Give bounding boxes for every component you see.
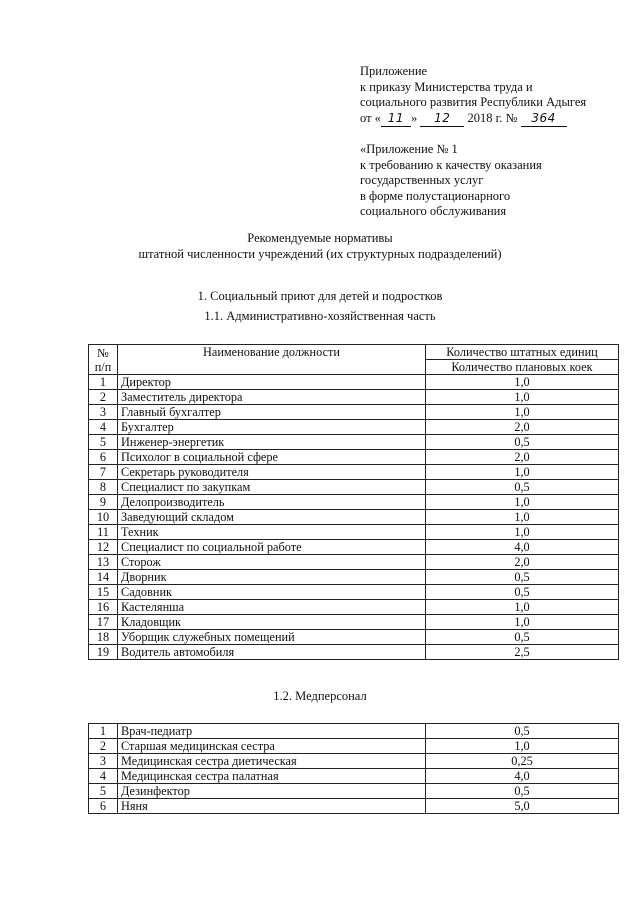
staff-table-medical [88, 723, 619, 814]
staff-count: 0,25 [426, 754, 619, 769]
table-row [89, 525, 619, 540]
row-number: 17 [89, 615, 118, 630]
header-name: Наименование должности [118, 345, 426, 375]
staff-count: 4,0 [426, 769, 619, 784]
position-name: Специалист по социальной работе [118, 540, 426, 555]
position-name: Водитель автомобиля [118, 645, 426, 660]
row-number: 4 [89, 420, 118, 435]
date-prefix: от « [360, 110, 381, 125]
staff-count: 0,5 [426, 784, 619, 799]
header-num-cell [89, 345, 118, 375]
position-name: Техник [118, 525, 426, 540]
table-row [89, 769, 619, 784]
staff-count: 0,5 [426, 480, 619, 495]
appendix-sub-line: социального обслуживания [360, 204, 507, 218]
staff-count: 1,0 [426, 600, 619, 615]
row-number: 6 [89, 450, 118, 465]
table-header-row [89, 345, 619, 360]
staff-count: 1,0 [426, 390, 619, 405]
staff-count: 0,5 [426, 435, 619, 450]
table-row [89, 724, 619, 739]
table-row [89, 630, 619, 645]
table-row [89, 405, 619, 420]
staff-count: 1,0 [426, 495, 619, 510]
staff-count: 2,0 [426, 555, 619, 570]
row-number: 3 [89, 754, 118, 769]
staff-count: 0,5 [426, 630, 619, 645]
position-name: Сторож [118, 555, 426, 570]
appendix-line: к приказу Министерства труда и [360, 79, 533, 94]
staff-count: 4,0 [426, 540, 619, 555]
position-name: Старшая медицинская сестра [118, 739, 426, 754]
row-number: 18 [89, 630, 118, 645]
table-row [89, 799, 619, 814]
table-row [89, 435, 619, 450]
header-beds: Количество плановых коек [426, 360, 619, 375]
header-count: Количество штатных единиц [426, 345, 619, 360]
row-number: 7 [89, 465, 118, 480]
position-name: Бухгалтер [118, 420, 426, 435]
appendix-sub-line: в форме полустационарного [360, 188, 511, 203]
date-year: 2018 г. № [467, 110, 518, 125]
position-name: Специалист по закупкам [118, 480, 426, 495]
row-number: 6 [89, 799, 118, 814]
position-name: Директор [118, 375, 426, 390]
table-row [89, 540, 619, 555]
staff-count: 2,0 [426, 420, 619, 435]
table-row [89, 570, 619, 585]
table-row [89, 585, 619, 600]
row-number: 16 [89, 600, 118, 615]
row-number: 2 [89, 390, 118, 405]
table-row [89, 480, 619, 495]
table-row [89, 510, 619, 525]
handwritten-day: 11 [381, 111, 411, 128]
row-number: 5 [89, 784, 118, 799]
appendix-block [360, 64, 586, 220]
staff-table-admin [88, 344, 619, 660]
table-row [89, 600, 619, 615]
staff-count: 0,5 [426, 585, 619, 600]
row-number: 12 [89, 540, 118, 555]
staff-count: 1,0 [426, 739, 619, 754]
row-number: 11 [89, 525, 118, 540]
staff-count: 0,5 [426, 724, 619, 739]
row-number: 15 [89, 585, 118, 600]
position-name: Дворник [118, 570, 426, 585]
handwritten-month: 12 [420, 111, 464, 128]
table-row [89, 645, 619, 660]
header-num: № [97, 345, 109, 360]
row-number: 2 [89, 739, 118, 754]
table-row [89, 555, 619, 570]
staff-count: 1,0 [426, 405, 619, 420]
staff-count: 2,0 [426, 450, 619, 465]
table-row [89, 420, 619, 435]
table-row [89, 739, 619, 754]
position-name: Уборщик служебных помещений [118, 630, 426, 645]
table-row [89, 450, 619, 465]
staff-count: 5,0 [426, 799, 619, 814]
table-row [89, 390, 619, 405]
appendix-line: Приложение [360, 64, 428, 78]
section-heading-medical: 1.2. Медперсонал [273, 689, 367, 703]
row-number: 10 [89, 510, 118, 525]
row-number: 5 [89, 435, 118, 450]
position-name: Кастелянша [118, 600, 426, 615]
staff-count: 1,0 [426, 465, 619, 480]
position-name: Заместитель директора [118, 390, 426, 405]
table-row [89, 754, 619, 769]
document-subtitle: штатной численности учреждений (их структурных подразделений) [138, 247, 502, 261]
appendix-date [360, 111, 586, 128]
position-name: Медицинская сестра палатная [118, 769, 426, 784]
position-name: Врач-педиатр [118, 724, 426, 739]
position-name: Заведующий складом [118, 510, 426, 525]
date-mid: » [410, 110, 418, 125]
staff-count: 2,5 [426, 645, 619, 660]
table-row [89, 784, 619, 799]
position-name: Психолог в социальной сфере [118, 450, 426, 465]
position-name: Главный бухгалтер [118, 405, 426, 420]
table-row [89, 615, 619, 630]
row-number: 14 [89, 570, 118, 585]
position-name: Няня [118, 799, 426, 814]
section-heading: 1. Социальный приют для детей и подростков [197, 289, 443, 303]
row-number: 4 [89, 769, 118, 784]
staff-count: 1,0 [426, 525, 619, 540]
header-num-sub: п/п [94, 359, 112, 374]
table-row [89, 465, 619, 480]
row-number: 9 [89, 495, 118, 510]
table-row [89, 375, 619, 390]
row-number: 1 [89, 724, 118, 739]
appendix-sub-line: к требованию к качеству оказания [360, 157, 542, 172]
row-number: 3 [89, 405, 118, 420]
position-name: Кладовщик [118, 615, 426, 630]
staff-count: 1,0 [426, 375, 619, 390]
subsection-heading: 1.1. Административно-хозяйственная часть [204, 309, 436, 323]
row-number: 8 [89, 480, 118, 495]
staff-count: 1,0 [426, 615, 619, 630]
handwritten-number: 364 [521, 111, 567, 128]
appendix-line: социального развития Республики Адыгея [360, 95, 587, 109]
table-row [89, 495, 619, 510]
position-name: Делопроизводитель [118, 495, 426, 510]
staff-count: 1,0 [426, 510, 619, 525]
position-name: Садовник [118, 585, 426, 600]
staff-count: 0,5 [426, 570, 619, 585]
position-name: Дезинфектор [118, 784, 426, 799]
appendix-sub-line: государственных услуг [360, 173, 484, 187]
row-number: 19 [89, 645, 118, 660]
position-name: Инженер-энергетик [118, 435, 426, 450]
row-number: 1 [89, 375, 118, 390]
appendix-sub-line: «Приложение № 1 [360, 142, 458, 156]
position-name: Секретарь руководителя [118, 465, 426, 480]
document-title: Рекомендуемые нормативы [247, 231, 393, 245]
position-name: Медицинская сестра диетическая [118, 754, 426, 769]
row-number: 13 [89, 555, 118, 570]
